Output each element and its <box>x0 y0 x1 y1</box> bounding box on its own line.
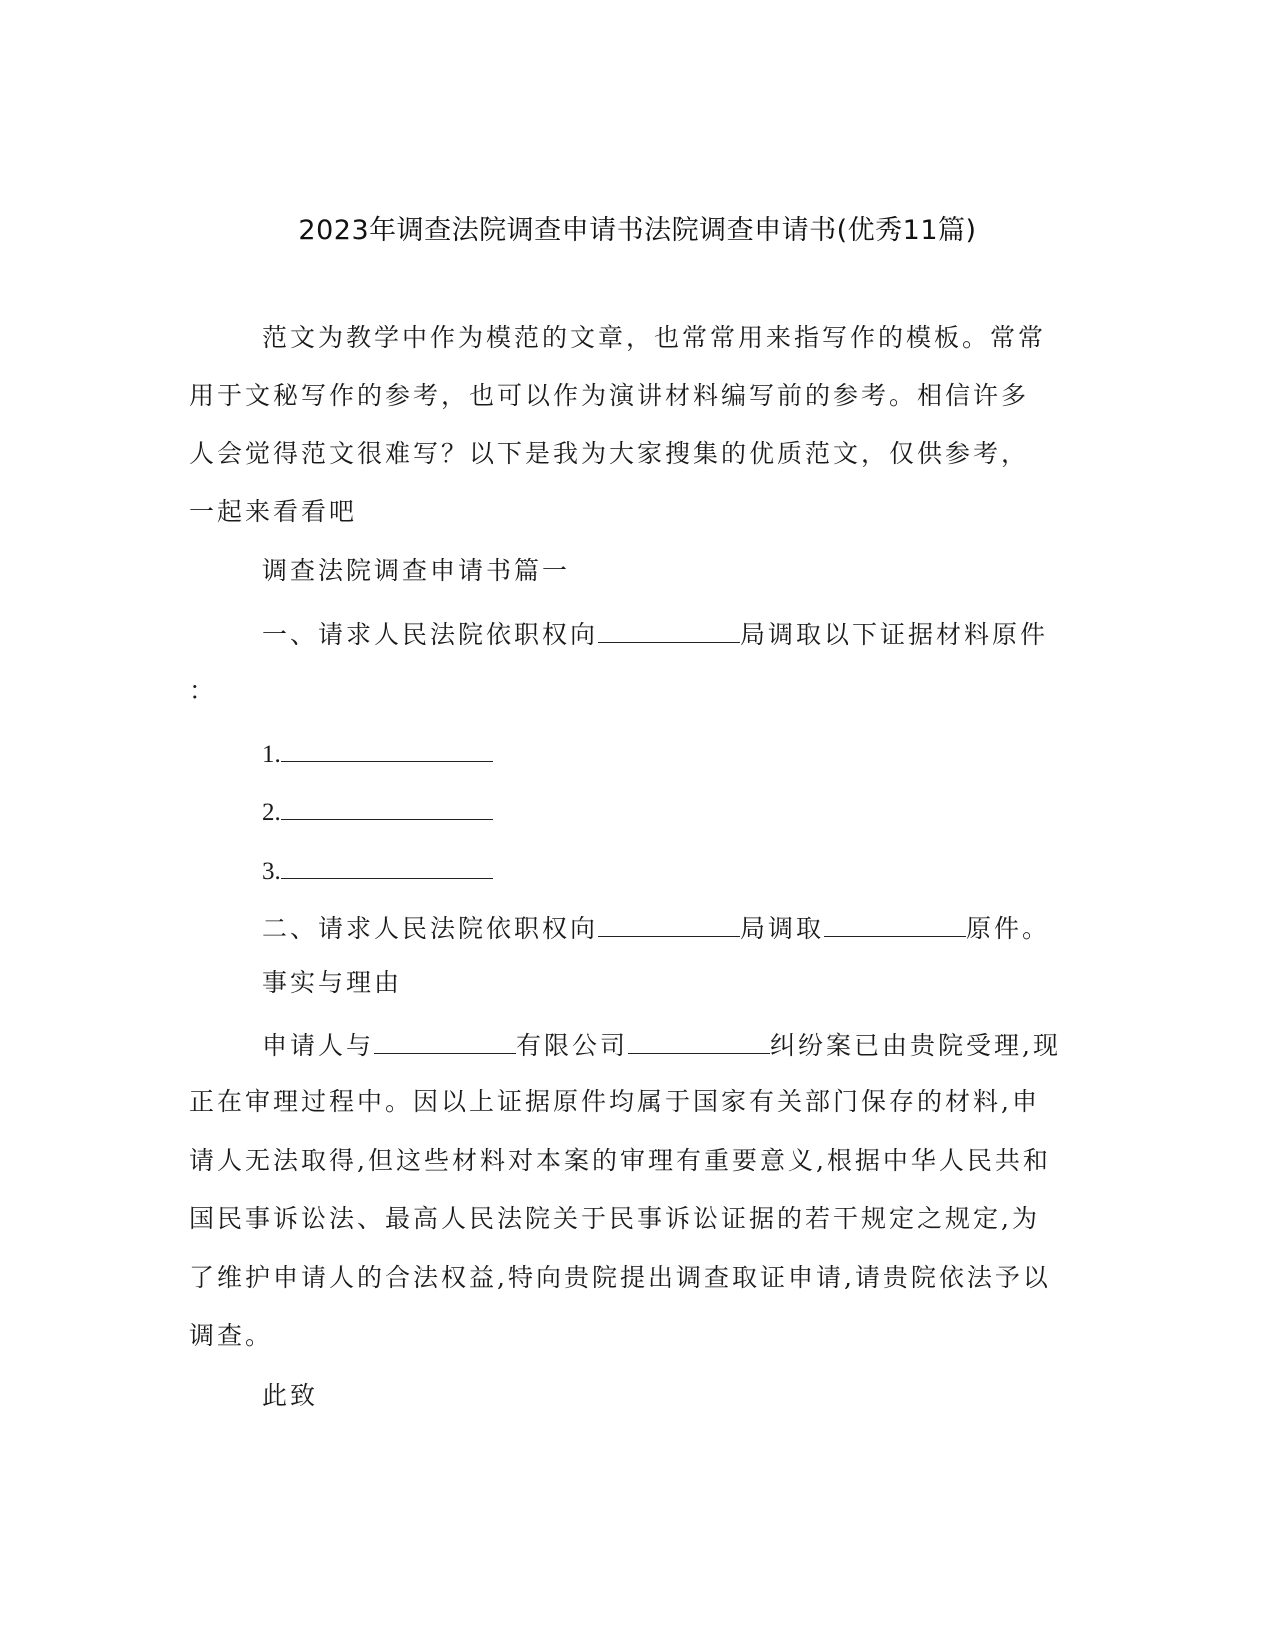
request-item-2-prefix: 二、请求人民法院依职权向 <box>262 914 599 943</box>
request-item-1-suffix: 局调取以下证据材料原件 <box>740 620 1049 649</box>
request-item-1-prefix: 一、请求人民法院依职权向 <box>262 620 599 649</box>
facts-line-3: 请人无法取得,但这些材料对本案的审理有重要意义,根据中华人民共和 <box>189 1146 1051 1175</box>
request-item-2-middle: 局调取 <box>740 914 825 943</box>
blank-field <box>281 793 493 820</box>
request-item-1 <box>262 616 1048 650</box>
facts-line-5: 了维护申请人的合法权益,特向贵院提出调查取证申请,请贵院依法予以 <box>189 1263 1051 1292</box>
blank-field <box>281 852 493 879</box>
list-number: 1. <box>262 741 281 768</box>
facts-line-1 <box>262 1027 1061 1061</box>
intro-line-4: 一起来看看吧 <box>189 497 358 526</box>
request-item-1-wrap: ： <box>189 676 218 705</box>
blank-field <box>598 910 740 937</box>
request-item-2 <box>262 910 1050 944</box>
request-item-2-suffix: 原件。 <box>966 914 1051 943</box>
facts-part-3: 纠纷案已由贵院受理,现 <box>770 1031 1061 1060</box>
evidence-list-item-1 <box>262 735 493 770</box>
list-number: 2. <box>262 799 281 826</box>
facts-line-6: 调查。 <box>189 1321 274 1350</box>
facts-part-1: 申请人与 <box>262 1031 375 1060</box>
intro-line-2: 用于文秘写作的参考，也可以作为演讲材料编写前的参考。相信许多 <box>189 381 1030 410</box>
evidence-list-item-3 <box>262 852 493 887</box>
blank-field <box>374 1027 516 1054</box>
section-heading: 调查法院调查申请书篇一 <box>262 556 571 585</box>
blank-field <box>628 1027 770 1054</box>
list-number: 3. <box>262 858 281 885</box>
facts-line-2: 正在审理过程中。因以上证据原件均属于国家有关部门保存的材料,申 <box>189 1087 1040 1116</box>
facts-part-2: 有限公司 <box>516 1031 629 1060</box>
blank-field <box>281 735 493 762</box>
facts-heading: 事实与理由 <box>262 968 403 997</box>
intro-line-3: 人会觉得范文很难写？以下是我为大家搜集的优质范文，仅供参考， <box>189 439 1030 468</box>
document-title: 2023年调查法院调查申请书法院调查申请书(优秀11篇) <box>298 215 977 246</box>
facts-line-4: 国民事诉讼法、最高人民法院关于民事诉讼证据的若干规定之规定,为 <box>189 1204 1040 1233</box>
closing-salutation: 此致 <box>262 1381 319 1410</box>
blank-field <box>598 616 740 643</box>
evidence-list-item-2 <box>262 793 493 828</box>
intro-line-1: 范文为教学中作为模范的文章，也常常用来指写作的模板。常常 <box>262 323 1047 352</box>
blank-field <box>824 910 966 937</box>
